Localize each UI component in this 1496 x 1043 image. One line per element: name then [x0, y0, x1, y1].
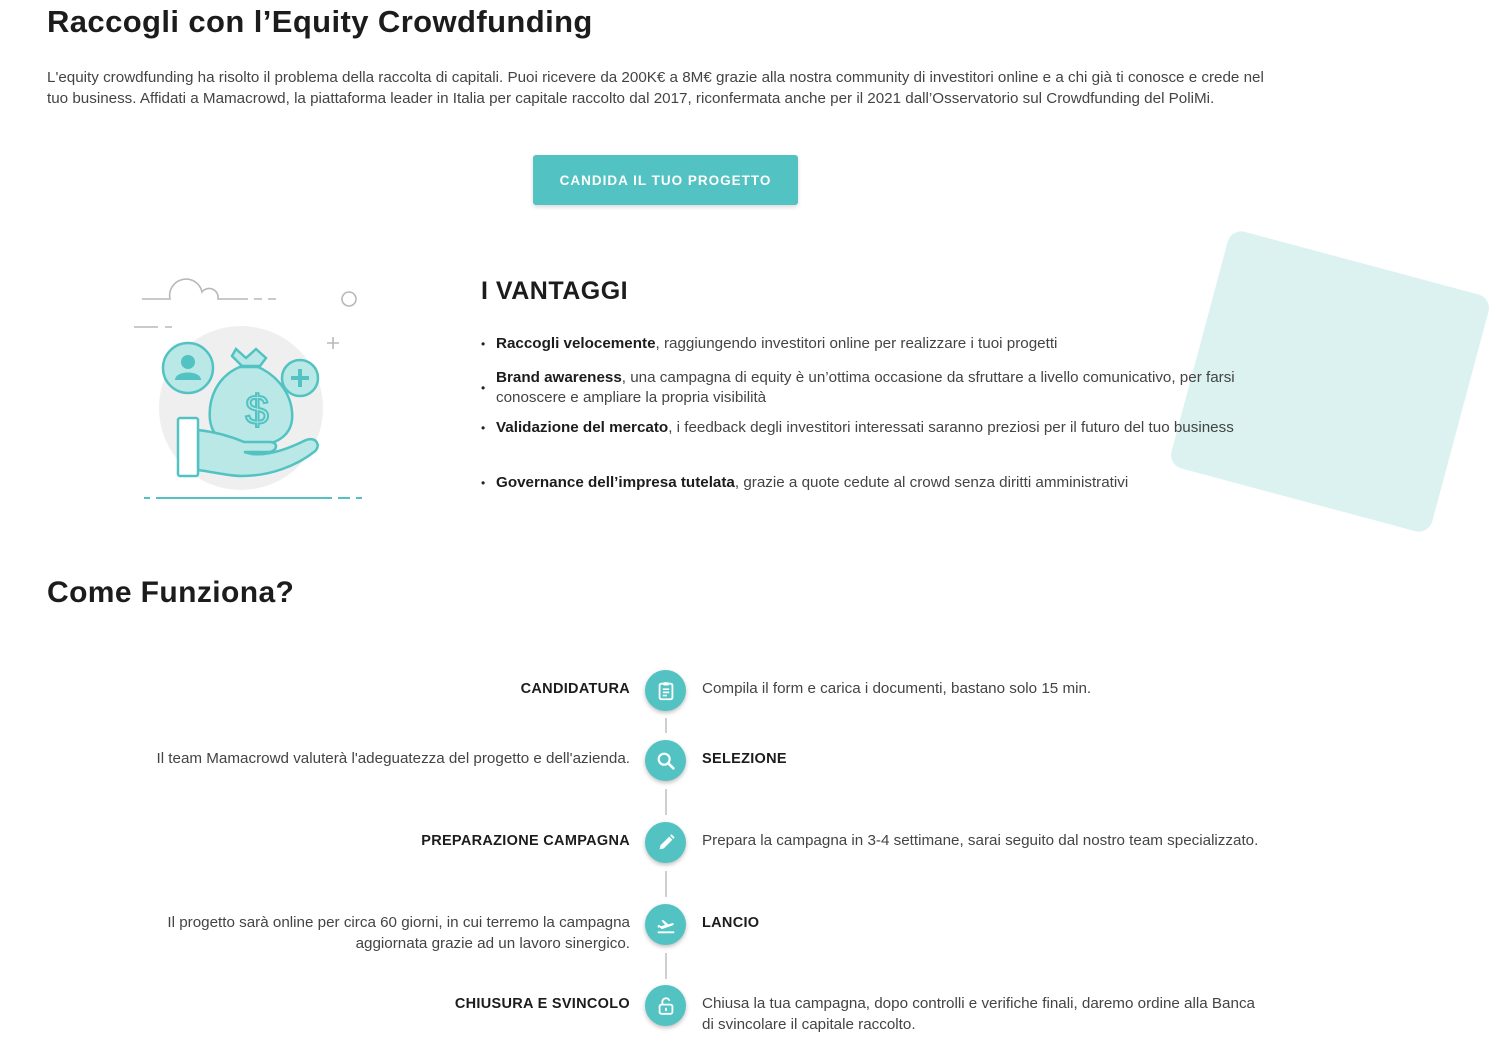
step-candidatura-label: CANDIDATURA: [520, 681, 630, 697]
bullet: •: [481, 381, 486, 395]
benefit-rest: , i feedback degli investitori interessati saranno preziosi per il futuro del tuo business: [668, 419, 1234, 436]
benefit-item: [481, 334, 1271, 354]
timeline-connector: [665, 953, 667, 979]
step-lancio-desc: Il progetto sarà online per circa 60 giorni, in cui terremo la campagna aggiornata grazie ad un lavoro sinergico.: [167, 914, 630, 952]
benefit-rest: , una campagna di equity è un’ottima occasione da sfruttare a livello comunicativo, per farsi conoscere e ampliare la propria visibilità: [496, 369, 1235, 406]
clipboard-icon: [645, 670, 686, 711]
search-icon: [645, 740, 686, 781]
timeline-connector: [665, 871, 667, 897]
apply-project-button[interactable]: CANDIDA IL TUO PROGETTO: [533, 155, 798, 205]
benefit-bold: Validazione del mercato: [496, 419, 669, 436]
unlock-icon: [645, 985, 686, 1026]
benefit-bold: Raccogli velocemente: [496, 335, 656, 352]
dollar-icon: $: [245, 386, 269, 433]
step-selezione-label: SELEZIONE: [702, 751, 787, 767]
plus-icon: [282, 360, 318, 396]
crowdfunding-illustration: [120, 270, 380, 510]
timeline-connector: [665, 718, 667, 733]
bullet: •: [481, 337, 486, 351]
plane-takeoff-icon: [645, 904, 686, 945]
step-selezione-desc: Il team Mamacrowd valuterà l'adeguatezza del progetto e dell'azienda.: [156, 750, 630, 767]
step-chiusura-desc: Chiusa la tua campagna, dopo controlli e verifiche finali, daremo ordine alla Banca di svincolare il capitale raccolto.: [702, 995, 1255, 1033]
bullet: •: [481, 421, 486, 435]
pencil-icon: [645, 822, 686, 863]
page-title: Raccogli con l’Equity Crowdfunding: [47, 4, 593, 39]
step-lancio-label: LANCIO: [702, 915, 760, 931]
benefit-bold: Governance dell’impresa tutelata: [496, 474, 735, 491]
benefit-rest: , raggiungendo investitori online per realizzare i tuoi progetti: [655, 335, 1058, 352]
step-preparazione-desc: Prepara la campagna in 3-4 settimane, sarai seguito dal nostro team specializzato.: [702, 832, 1259, 849]
step-preparazione-label: PREPARAZIONE CAMPAGNA: [421, 833, 630, 849]
how-it-works-title: Come Funziona?: [47, 576, 295, 609]
benefit-item: [481, 368, 1271, 408]
benefit-item: [481, 473, 1271, 493]
step-candidatura-desc: Compila il form e carica i documenti, bastano solo 15 min.: [702, 680, 1092, 697]
user-icon: [163, 343, 213, 393]
benefit-item: [481, 418, 1271, 438]
vantaggi-title: I VANTAGGI: [481, 277, 629, 305]
bullet: •: [481, 476, 486, 490]
benefit-rest: , grazie a quote cedute al crowd senza diritti amministrativi: [734, 474, 1129, 491]
intro-paragraph: L'equity crowdfunding ha risolto il problema della raccolta di capitali. Puoi ricevere da 200K€ a 8M€ grazie alla nostra community di investitori online e a chi già ti conosce e crede nel tuo business. Affidati a Mamacrowd, la piattaforma leader in Italia per capitale raccolto dal 2017, riconfermata anche per il 2021 dall’Osservatorio sul Crowdfunding del PoliMi.: [47, 69, 1264, 107]
timeline-connector: [665, 789, 667, 815]
benefit-bold: Brand awareness: [496, 369, 622, 386]
step-chiusura-label: CHIUSURA E SVINCOLO: [454, 996, 630, 1012]
